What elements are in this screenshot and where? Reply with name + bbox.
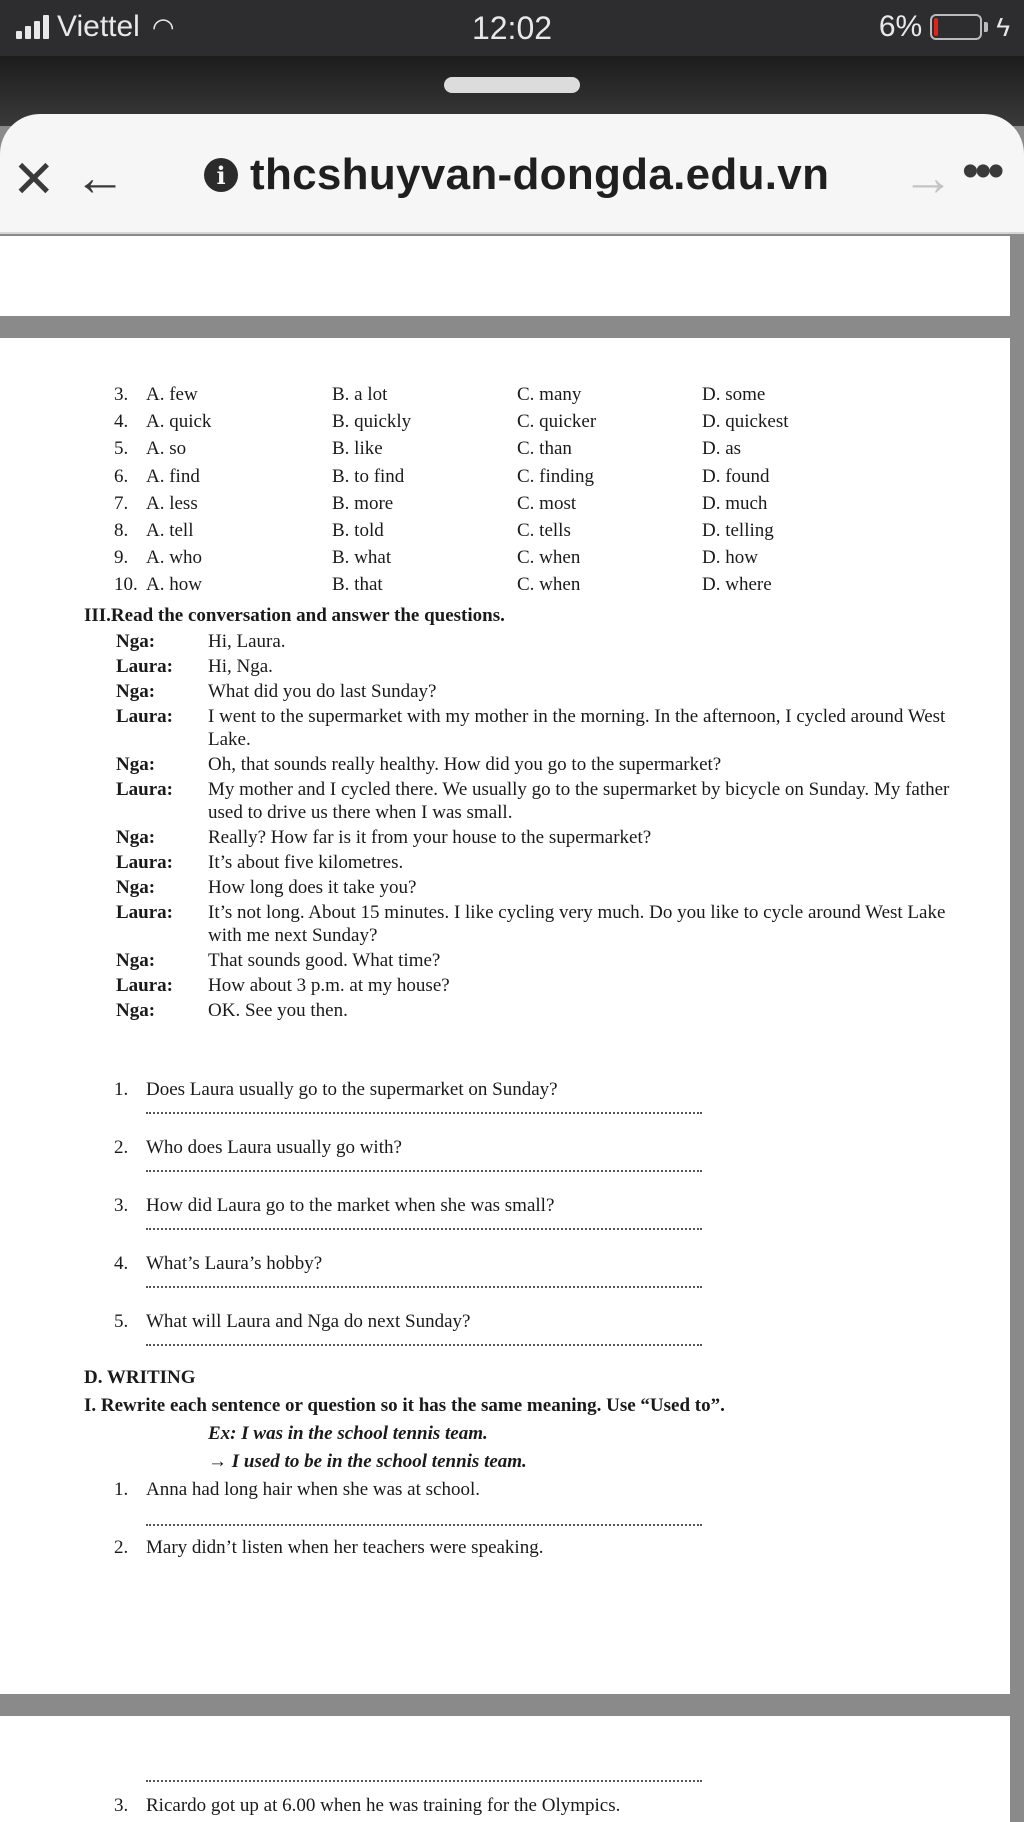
back-arrow-icon[interactable]: ← xyxy=(74,149,126,207)
speaker-name: Nga: xyxy=(116,1000,156,1021)
speaker-name: Nga: xyxy=(116,827,156,848)
option-d: D. much xyxy=(702,492,768,514)
conversation-line xyxy=(0,874,1010,899)
speaker-name: Nga: xyxy=(116,631,156,652)
status-bar xyxy=(0,0,1024,56)
option-c: C. than xyxy=(517,438,572,460)
answer-line[interactable] xyxy=(146,1780,702,1782)
speaker-text: Hi, Laura. xyxy=(208,631,286,652)
answer-line[interactable] xyxy=(146,1524,702,1526)
option-b: B. like xyxy=(332,438,383,460)
charging-bolt-icon: ϟ xyxy=(996,11,1010,42)
rewrite-text: Ricardo got up at 6.00 when he was training for the Olympics. xyxy=(146,1795,621,1816)
speaker-text: How long does it take you? xyxy=(208,877,417,898)
speaker-text: It’s about five kilometres. xyxy=(208,852,404,873)
question-text: What will Laura and Nga do next Sunday? xyxy=(146,1311,471,1332)
more-icon[interactable]: ••• xyxy=(962,145,1001,198)
conversation-line xyxy=(0,947,1010,972)
option-d: D. telling xyxy=(702,519,774,541)
writing-title: D. WRITING xyxy=(84,1367,196,1388)
option-a: A. so xyxy=(146,438,187,460)
speaker-text: How about 3 p.m. at my house? xyxy=(208,975,450,996)
option-row xyxy=(0,490,1010,517)
rewrite-number: 2. xyxy=(114,1537,129,1558)
option-number: 7. xyxy=(114,492,129,514)
option-row xyxy=(0,463,1010,490)
option-a: A. less xyxy=(146,492,198,514)
question-text: How did Laura go to the market when she was small? xyxy=(146,1195,555,1216)
option-a: A. quick xyxy=(146,411,212,433)
option-d: D. where xyxy=(702,574,772,596)
option-row xyxy=(0,571,1010,598)
option-d: D. found xyxy=(702,465,770,487)
option-row xyxy=(0,544,1010,571)
option-b: B. a lot xyxy=(332,384,388,405)
conversation-line xyxy=(0,972,1010,997)
speaker-text: My mother and I cycled there. We usually go to the supermarket by bicycle on Sunday. My father used to drive us there when I was small. xyxy=(208,779,950,823)
speaker-text: OK. See you then. xyxy=(208,1000,348,1021)
conversation-line xyxy=(0,678,1010,703)
question-number: 3. xyxy=(114,1195,129,1216)
speaker-name: Laura: xyxy=(116,706,173,727)
option-d: D. quickest xyxy=(702,411,789,433)
document-page-2 xyxy=(0,1716,1010,1822)
conversation-line xyxy=(0,776,1010,824)
rewrite-number: 3. xyxy=(114,1795,129,1816)
question-number: 4. xyxy=(114,1253,129,1274)
rewrite-number: 1. xyxy=(114,1479,129,1500)
speaker-text: I went to the supermarket with my mother in the morning. In the afternoon, I cycled around West Lake. xyxy=(208,706,946,750)
forward-arrow-icon[interactable]: → xyxy=(902,149,954,207)
conversation xyxy=(0,628,1010,1022)
carrier-name: Viettel xyxy=(57,10,140,43)
conversation-line xyxy=(0,849,1010,874)
conversation-line xyxy=(0,751,1010,776)
option-b: B. what xyxy=(332,547,392,569)
wifi-icon: ◠ xyxy=(151,11,175,42)
battery-tip xyxy=(984,22,988,32)
clock: 12:02 xyxy=(471,10,553,46)
rewrite-text: Anna had long hair when she was at school. xyxy=(146,1479,481,1500)
battery-icon xyxy=(930,14,982,40)
conversation-line xyxy=(0,824,1010,849)
conversation-line xyxy=(0,653,1010,678)
option-row xyxy=(0,408,1010,435)
option-b: B. quickly xyxy=(332,411,412,433)
option-c: C. many xyxy=(517,384,582,405)
answer-line[interactable] xyxy=(146,1112,702,1114)
option-number: 3. xyxy=(114,384,129,405)
option-c: C. when xyxy=(517,547,581,569)
close-icon[interactable]: ✕ xyxy=(12,151,56,209)
options-list xyxy=(0,381,1010,599)
option-b: B. more xyxy=(332,492,394,514)
speaker-name: Laura: xyxy=(116,975,173,996)
speaker-name: Nga: xyxy=(116,950,156,971)
option-b: B. to find xyxy=(332,465,405,487)
battery-level-fill xyxy=(934,18,938,36)
section-3-title: III.Read the conversation and answer the questions. xyxy=(84,605,505,626)
option-a: A. who xyxy=(146,547,202,569)
speaker-text: It’s not long. About 15 minutes. I like cycling very much. Do you like to cycle around West Lake with me next Sunday? xyxy=(208,902,946,946)
option-number: 4. xyxy=(114,411,129,433)
question-text: Does Laura usually go to the supermarket on Sunday? xyxy=(146,1079,558,1100)
option-c: C. most xyxy=(517,492,577,514)
option-a: A. how xyxy=(146,574,202,596)
speaker-name: Nga: xyxy=(116,877,156,898)
speaker-name: Laura: xyxy=(116,852,173,873)
speaker-name: Nga: xyxy=(116,754,156,775)
document-page xyxy=(0,338,1010,1694)
answer-line[interactable] xyxy=(146,1286,702,1288)
question-number: 2. xyxy=(114,1137,129,1158)
option-a: A. find xyxy=(146,465,200,487)
drag-handle[interactable] xyxy=(444,77,580,93)
battery-info xyxy=(879,10,1010,44)
option-row xyxy=(0,517,1010,544)
option-a: A. tell xyxy=(146,519,194,541)
option-row xyxy=(0,435,1010,462)
rewrite-instruction: I. Rewrite each sentence or question so it has the same meaning. Use “Used to”. xyxy=(84,1395,725,1416)
option-d: D. some xyxy=(702,384,766,405)
speaker-text: What did you do last Sunday? xyxy=(208,681,437,702)
option-c: C. tells xyxy=(517,519,571,541)
conversation-line xyxy=(0,628,1010,653)
battery-percent: 6% xyxy=(878,10,923,43)
speaker-text: Oh, that sounds really healthy. How did you go to the supermarket? xyxy=(208,754,722,775)
speaker-text: Hi, Nga. xyxy=(208,656,273,677)
option-c: C. finding xyxy=(517,465,595,487)
browser-toolbar xyxy=(0,114,1024,234)
option-row xyxy=(0,381,1010,408)
option-d: D. as xyxy=(702,438,742,460)
example-answer: → I used to be in the school tennis team. xyxy=(208,1451,527,1472)
speaker-name: Nga: xyxy=(116,681,156,702)
option-number: 5. xyxy=(114,438,129,460)
option-b: B. that xyxy=(332,574,383,596)
speaker-name: Laura: xyxy=(116,656,173,677)
question-text: Who does Laura usually go with? xyxy=(146,1137,402,1158)
option-d: D. how xyxy=(702,547,758,569)
rewrite-text: Mary didn’t listen when her teachers were speaking. xyxy=(146,1537,544,1558)
question-text: What’s Laura’s hobby? xyxy=(146,1253,323,1274)
option-c: C. when xyxy=(517,574,581,596)
question-number: 5. xyxy=(114,1311,129,1332)
conversation-line xyxy=(0,703,1010,751)
speaker-text: That sounds good. What time? xyxy=(208,950,441,971)
answer-line[interactable] xyxy=(146,1170,702,1172)
question-number: 1. xyxy=(114,1079,129,1100)
option-c: C. quicker xyxy=(517,411,597,433)
speaker-name: Laura: xyxy=(116,902,173,923)
speaker-name: Laura: xyxy=(116,779,173,800)
option-number: 10. xyxy=(114,574,138,596)
page-top-blank xyxy=(0,236,1010,316)
option-a: A. few xyxy=(146,384,198,405)
option-number: 9. xyxy=(114,547,129,569)
answer-line[interactable] xyxy=(146,1344,702,1346)
option-number: 8. xyxy=(114,519,129,541)
url-text: thcshuyvan-dongda.edu.vn xyxy=(250,150,830,199)
speaker-text: Really? How far is it from your house to the supermarket? xyxy=(208,827,652,848)
option-number: 6. xyxy=(114,465,129,487)
example-sentence: Ex: I was in the school tennis team. xyxy=(208,1423,488,1444)
conversation-line xyxy=(0,899,1010,947)
conversation-line xyxy=(0,997,1010,1022)
address-bar[interactable] xyxy=(204,150,829,200)
option-b: B. told xyxy=(332,519,384,541)
answer-line[interactable] xyxy=(146,1228,702,1230)
info-icon[interactable]: i xyxy=(204,158,238,192)
